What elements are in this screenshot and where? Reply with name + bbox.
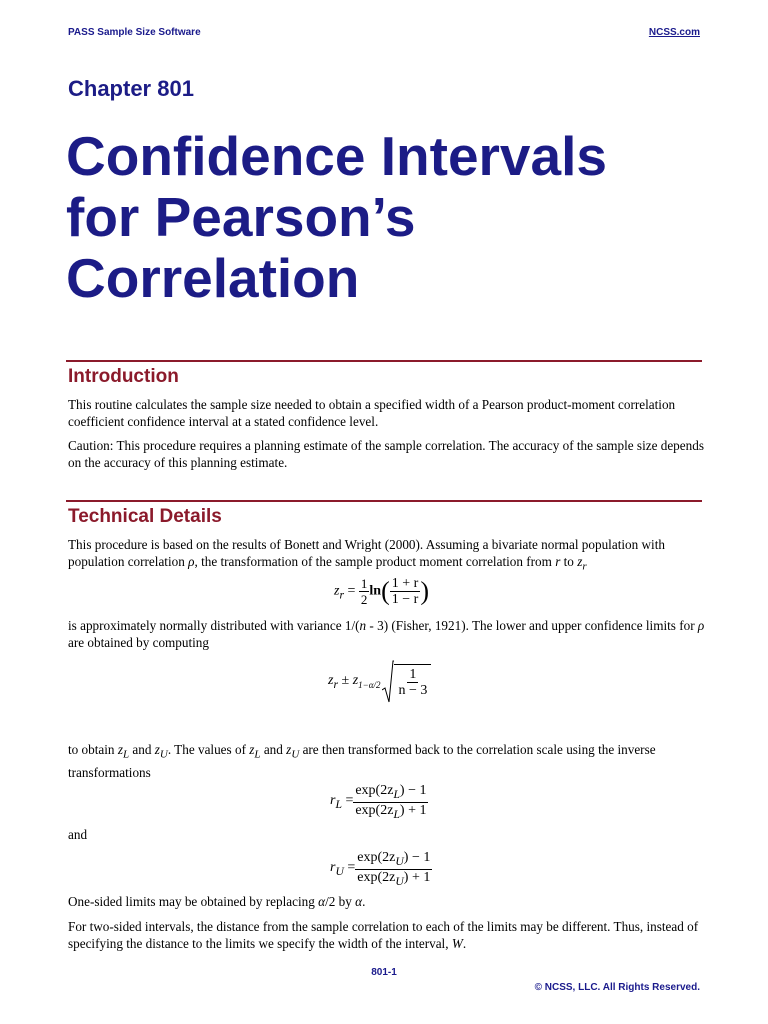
- eq-equals: =: [343, 860, 356, 876]
- exp-tail: ) − 1: [403, 850, 431, 865]
- frac-num: [355, 850, 432, 870]
- technical-paragraph-2: [68, 617, 708, 651]
- exp-sub: L: [393, 787, 400, 801]
- equation-fisher-z: [334, 576, 429, 607]
- technical-and: and: [68, 827, 88, 842]
- text: This procedure is based on the results of Bonett and Wright (2000). Assuming a bivariate normal population with population correlation: [68, 537, 665, 569]
- text: .: [362, 894, 366, 909]
- exp-text: exp(2z: [357, 850, 396, 865]
- frac-num: 1: [360, 576, 368, 591]
- rho-symbol: ρ: [188, 554, 195, 569]
- page-number: 801-1: [371, 967, 397, 978]
- frac-den: 1 − r: [391, 592, 419, 607]
- text: are then transformed back to the correlation scale using the inverse transformations: [68, 742, 656, 780]
- title-line-2: for Pearson’s: [66, 186, 416, 248]
- sqrt-symbol: [382, 660, 394, 704]
- eq-plus-minus: ±: [338, 673, 353, 689]
- eq-r-sub: U: [335, 865, 344, 879]
- text: and: [129, 742, 155, 757]
- title-line-1: Confidence Intervals: [66, 125, 607, 187]
- equation-r-lower: [330, 783, 428, 822]
- paren: ): [420, 576, 429, 606]
- sqrt-body: [394, 664, 431, 698]
- z-subscript: r: [582, 560, 587, 573]
- eq-lhs: [330, 793, 353, 811]
- frac-num: 1: [409, 667, 417, 682]
- technical-paragraph-3: [68, 741, 708, 781]
- eq-equals: =: [344, 583, 359, 599]
- text: to: [560, 554, 578, 569]
- text: One-sided limits may be obtained by replacing: [68, 894, 319, 909]
- section-divider: [66, 360, 702, 362]
- z-symbol: z: [286, 742, 292, 757]
- eq-zr-sub: r: [333, 677, 338, 691]
- w-symbol: W: [451, 936, 463, 951]
- subscript: U: [291, 748, 300, 761]
- section-divider: [66, 500, 702, 502]
- z-symbol: z: [249, 742, 255, 757]
- alpha-symbol: α: [318, 894, 326, 909]
- equation-confidence-interval: [328, 660, 431, 704]
- technical-paragraph-4: [68, 893, 708, 910]
- exp-tail: ) + 1: [403, 869, 431, 885]
- technical-paragraph-1: [68, 536, 708, 576]
- eq-z: z: [352, 673, 359, 689]
- eq-equals: =: [341, 793, 354, 809]
- eq-z-sub: 1−α/2: [358, 679, 381, 690]
- text: is approximately normally distributed with variance 1/(: [68, 618, 360, 633]
- exp-tail: ) + 1: [399, 802, 427, 818]
- ln-function: ln: [369, 583, 382, 599]
- paren: (: [381, 576, 390, 606]
- exp-text: exp(2z: [357, 869, 396, 885]
- r-symbol: r: [555, 554, 561, 569]
- equation-r-upper: [330, 850, 432, 889]
- exp-sub: L: [393, 807, 400, 821]
- frac-den: [355, 870, 432, 889]
- eq-r: r: [330, 860, 336, 876]
- rl-fraction: [353, 783, 428, 822]
- exp-text: exp(2z: [355, 783, 394, 798]
- text: - 3) (Fisher, 1921). The lower and upper confidence limits for: [366, 618, 698, 633]
- page-title: [66, 126, 607, 309]
- exp-text: exp(2z: [355, 802, 394, 818]
- introduction-paragraph-2: Caution: This procedure requires a planning estimate of the sample correlation. The accuracy of the sample size depends on the accuracy of this planning estimate.: [68, 438, 704, 470]
- frac-den: [353, 803, 428, 822]
- header-software-name: PASS Sample Size Software: [68, 27, 201, 38]
- ci-fraction: [396, 667, 429, 698]
- eq-r: r: [330, 793, 336, 809]
- z-symbol: z: [577, 554, 583, 569]
- subscript: L: [122, 748, 130, 761]
- text: and: [260, 742, 287, 757]
- rho-symbol: ρ: [697, 618, 705, 633]
- eq-lhs-sub: r: [339, 588, 344, 602]
- text: /2 by: [325, 894, 356, 909]
- exp-sub: U: [395, 874, 404, 888]
- frac-num: 1 + r: [391, 576, 419, 591]
- text: . The values of: [167, 742, 250, 757]
- header-ncss-link[interactable]: NCSS.com: [648, 27, 700, 38]
- text: .: [462, 936, 467, 951]
- exp-tail: ) − 1: [399, 783, 427, 798]
- technical-details-heading: Technical Details: [68, 506, 222, 527]
- subscript: L: [254, 748, 261, 761]
- text: to obtain: [68, 742, 118, 757]
- eq-zr: z: [328, 673, 334, 689]
- title-line-3: Correlation: [66, 247, 360, 309]
- eq-r-sub: L: [335, 798, 342, 812]
- eq-lhs: [330, 860, 355, 878]
- half-fraction: [359, 576, 370, 607]
- introduction-paragraph-1: This routine calculates the sample size needed to obtain a specified width of a Pearson product-moment correlation coefficient confidence interval at a stated confidence level.: [68, 397, 676, 429]
- ru-fraction: [355, 850, 432, 889]
- text: are obtained by computing: [68, 635, 209, 650]
- text: , the transformation of the sample product moment correlation from: [194, 554, 556, 569]
- eq-left: [328, 673, 380, 691]
- technical-paragraph-5: [68, 918, 708, 952]
- ratio-fraction: [390, 576, 421, 607]
- subscript: U: [159, 748, 168, 761]
- frac-den: 2: [360, 592, 368, 607]
- exp-sub: U: [395, 854, 404, 868]
- z-symbol: z: [154, 742, 160, 757]
- copyright: © NCSS, LLC. All Rights Reserved.: [534, 982, 700, 993]
- introduction-heading: Introduction: [68, 366, 179, 387]
- chapter-label: Chapter 801: [68, 76, 194, 101]
- text: For two-sided intervals, the distance from the sample correlation to each of the limits may be different. Thus, instead of specifying the distance to the limits we specify the width of the interval,: [68, 919, 699, 951]
- z-symbol: z: [117, 742, 123, 757]
- eq-lhs: z: [334, 583, 340, 599]
- frac-den: n − 3: [398, 683, 428, 698]
- frac-num: [353, 783, 428, 803]
- alpha-symbol: α: [355, 894, 363, 909]
- n-symbol: n: [359, 618, 367, 633]
